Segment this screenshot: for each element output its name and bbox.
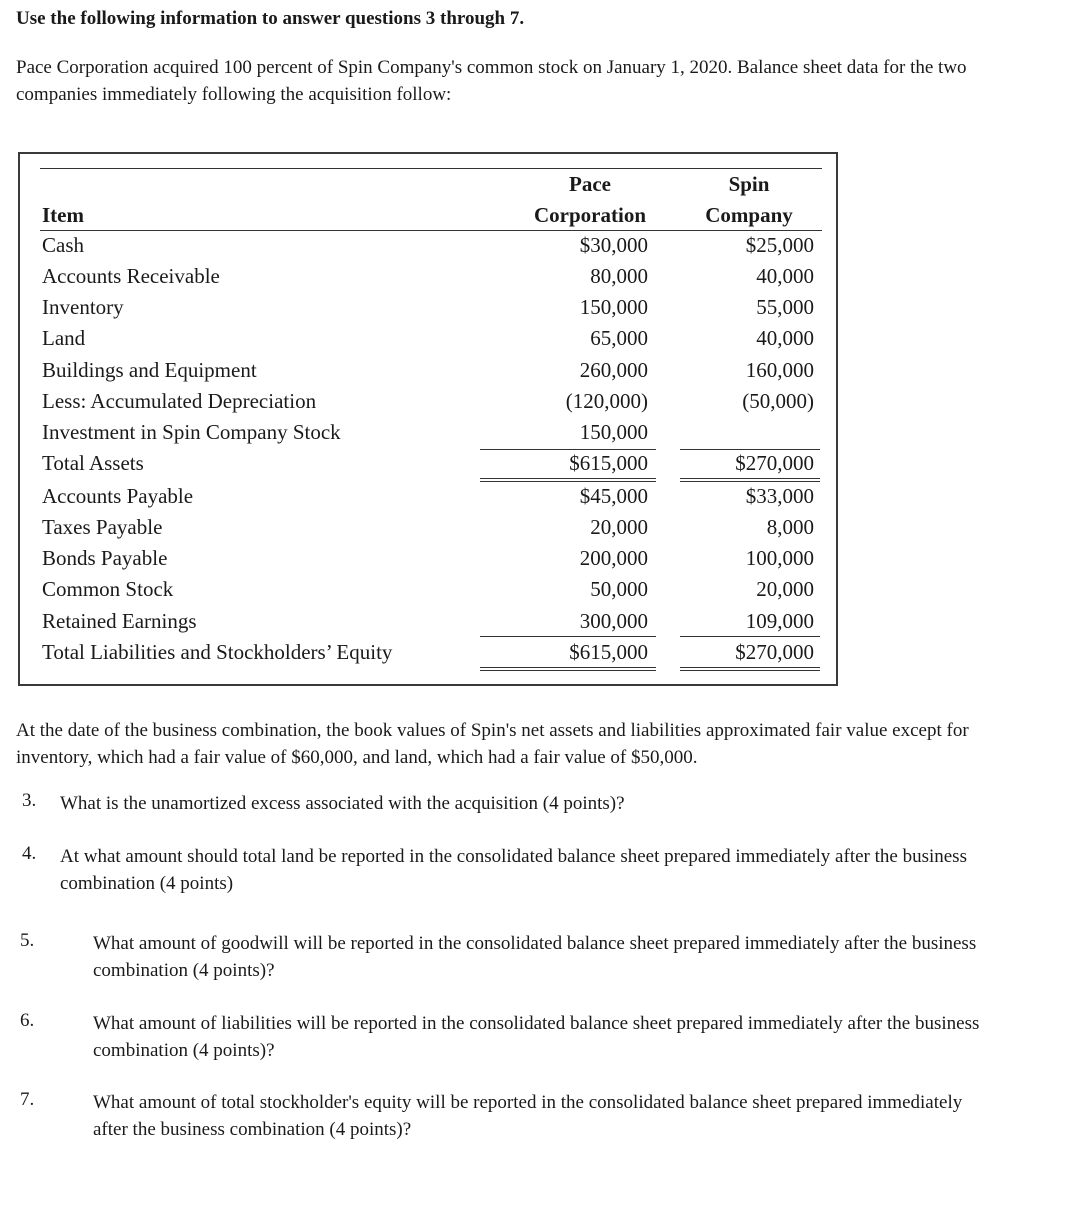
- pace-subtotal-rule: [480, 449, 656, 450]
- question-3-text: What is the unamortized excess associated with the acquisition (4 points)?: [60, 793, 625, 814]
- row-spin-value: 109,000: [745, 609, 814, 633]
- row-item-label: Investment in Spin Company Stock: [42, 420, 341, 444]
- row-pace-value: 200,000: [579, 546, 648, 570]
- row-spin-value: 160,000: [745, 358, 814, 382]
- section-heading: Use the following information to answer questions 3 through 7.: [16, 8, 525, 29]
- header-pace-line1: Pace: [569, 172, 611, 196]
- row-item-label: Accounts Receivable: [42, 264, 220, 288]
- spin-total-assets-double-rule: [680, 478, 820, 479]
- row-pace-value: $30,000: [579, 233, 648, 257]
- header-spin-line1: Spin: [728, 172, 770, 196]
- row-item-label: Inventory: [42, 295, 124, 319]
- question-5-number: 5.: [20, 930, 35, 951]
- row-spin-value: $270,000: [735, 640, 814, 664]
- question-3-number: 3.: [22, 790, 37, 811]
- row-item-label: Retained Earnings: [42, 609, 197, 633]
- intro-paragraph: Pace Corporation acquired 100 percent of Spin Company's common stock on January 1, 2020. Balance sheet data for the two companies immediately following the acquisition follow:: [16, 57, 967, 105]
- header-pace-line2: Corporation: [534, 203, 646, 227]
- row-pace-value: (120,000): [565, 389, 648, 413]
- row-spin-value: 20,000: [756, 577, 814, 601]
- row-pace-value: $45,000: [579, 484, 648, 508]
- spin-total-liab-double-rule: [680, 667, 820, 668]
- spin-subtotal-rule: [680, 449, 820, 450]
- row-item-label: Cash: [42, 233, 84, 257]
- row-pace-value: 150,000: [579, 420, 648, 444]
- row-pace-value: 20,000: [590, 515, 648, 539]
- table-top-rule: [40, 168, 822, 169]
- row-spin-value: 40,000: [756, 264, 814, 288]
- question-6-text: What amount of liabilities will be reported in the consolidated balance sheet prepared immediately after the business combination (4 points)?: [93, 1013, 980, 1061]
- row-pace-value: 300,000: [579, 609, 648, 633]
- header-spin-line2: Company: [705, 203, 793, 227]
- row-item-label: Common Stock: [42, 577, 174, 601]
- header-underline: [40, 230, 822, 231]
- pace-total-assets-double-rule: [480, 478, 656, 479]
- row-pace-value: $615,000: [569, 451, 648, 475]
- question-6-number: 6.: [20, 1010, 35, 1031]
- row-pace-value: 50,000: [590, 577, 648, 601]
- question-4-number: 4.: [22, 843, 37, 864]
- row-spin-value: 8,000: [766, 515, 814, 539]
- question-7-number: 7.: [20, 1089, 35, 1110]
- row-pace-value: 65,000: [590, 326, 648, 350]
- row-item-label: Total Liabilities and Stockholders’ Equity: [42, 640, 393, 664]
- spin-total-assets-double-rule-2: [680, 481, 820, 482]
- row-item-label: Taxes Payable: [42, 515, 163, 539]
- question-5-text: What amount of goodwill will be reported in the consolidated balance sheet prepared immediately after the business combination (4 points)?: [93, 933, 977, 981]
- row-spin-value: (50,000): [742, 389, 814, 413]
- row-item-label: Buildings and Equipment: [42, 358, 257, 382]
- row-item-label: Less: Accumulated Depreciation: [42, 389, 317, 413]
- row-pace-value: 80,000: [590, 264, 648, 288]
- spin-total-liab-double-rule-2: [680, 670, 820, 671]
- row-pace-value: 150,000: [579, 295, 648, 319]
- pace-total-liab-double-rule: [480, 667, 656, 668]
- row-item-label: Total Assets: [42, 451, 144, 475]
- row-item-label: Bonds Payable: [42, 546, 168, 570]
- balance-sheet-table: [18, 152, 838, 686]
- row-pace-value: 260,000: [579, 358, 648, 382]
- row-pace-value: $615,000: [569, 640, 648, 664]
- row-item-label: Land: [42, 326, 86, 350]
- row-spin-value: $25,000: [745, 233, 814, 257]
- pace-liab-subtotal-rule: [480, 636, 656, 637]
- row-spin-value: 40,000: [756, 326, 814, 350]
- row-item-label: Accounts Payable: [42, 484, 194, 508]
- spin-liab-subtotal-rule: [680, 636, 820, 637]
- row-spin-value: 100,000: [745, 546, 814, 570]
- row-spin-value: 55,000: [756, 295, 814, 319]
- row-spin-value: $270,000: [735, 451, 814, 475]
- question-4-text: At what amount should total land be reported in the consolidated balance sheet prepared immediately after the business combination (4 points): [60, 846, 967, 894]
- question-7-text: What amount of total stockholder's equity will be reported in the consolidated balance sheet prepared immediately after the business combination (4 points)?: [93, 1092, 963, 1140]
- row-spin-value: $33,000: [745, 484, 814, 508]
- pace-total-assets-double-rule-2: [480, 481, 656, 482]
- pace-total-liab-double-rule-2: [480, 670, 656, 671]
- header-item: Item: [42, 203, 84, 227]
- fair-value-paragraph: At the date of the business combination, the book values of Spin's net assets and liabilities approximated fair value except for inventory, which had a fair value of $60,000, and land, which had a fair value of $50,000.: [16, 720, 969, 768]
